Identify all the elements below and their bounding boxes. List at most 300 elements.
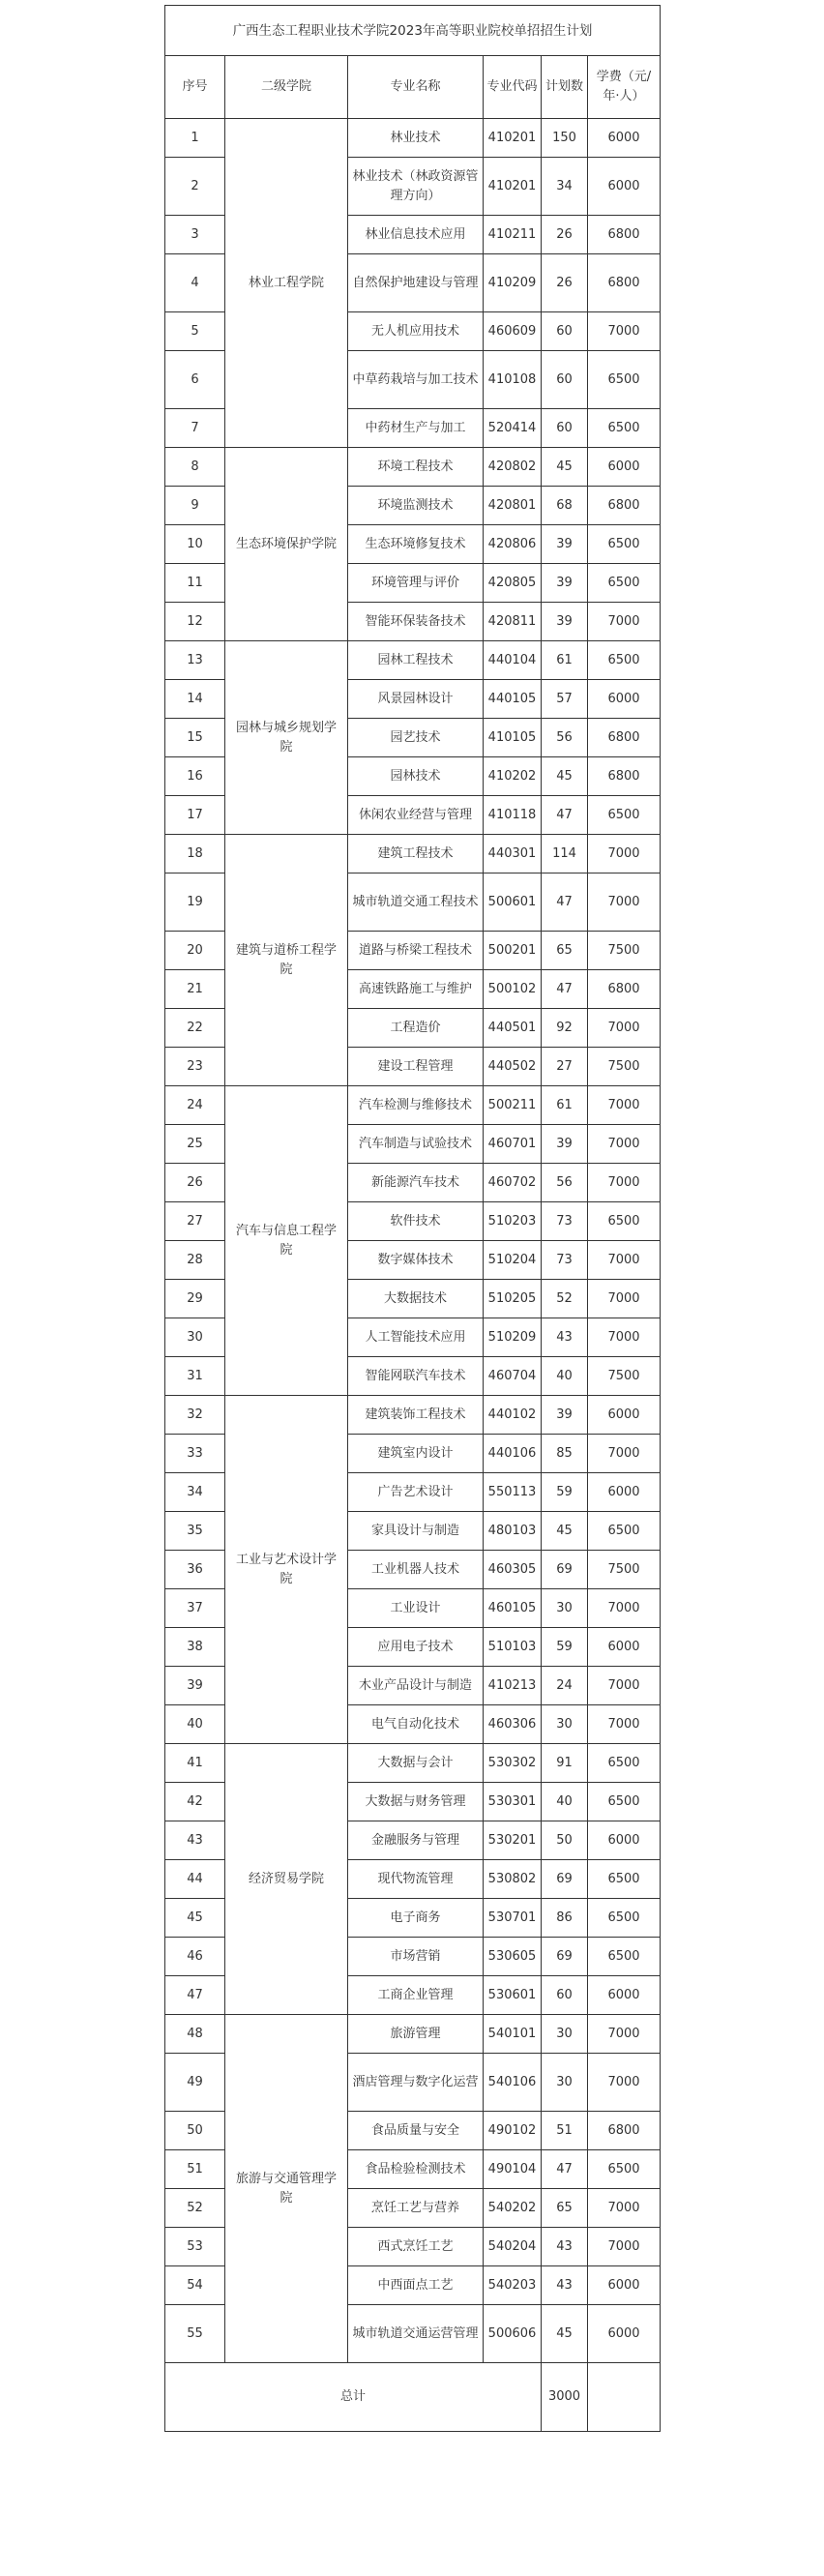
tuition-fee: 7000 (588, 312, 661, 351)
major-code: 500606 (484, 2305, 542, 2363)
college-name: 园林与城乡规划学院 (225, 641, 348, 835)
tuition-fee: 7500 (588, 1048, 661, 1086)
table-row (165, 119, 661, 158)
row-no: 51 (165, 2150, 225, 2189)
row-no: 50 (165, 2112, 225, 2150)
tuition-fee: 7000 (588, 1318, 661, 1357)
tuition-fee: 7500 (588, 1551, 661, 1589)
major-name: 园林工程技术 (348, 641, 484, 680)
tuition-fee: 6800 (588, 2112, 661, 2150)
major-code: 440502 (484, 1048, 542, 1086)
major-name: 广告艺术设计 (348, 1473, 484, 1512)
row-no: 3 (165, 216, 225, 254)
plan-count: 61 (542, 1086, 588, 1125)
plan-count: 65 (542, 2189, 588, 2228)
college-name: 建筑与道桥工程学院 (225, 835, 348, 1086)
major-code: 540204 (484, 2228, 542, 2266)
total-label: 总计 (165, 2363, 542, 2432)
major-name: 智能网联汽车技术 (348, 1357, 484, 1396)
major-code: 460306 (484, 1705, 542, 1744)
plan-count: 59 (542, 1628, 588, 1667)
table-row (165, 448, 661, 487)
major-name: 电子商务 (348, 1899, 484, 1938)
tuition-fee: 6800 (588, 970, 661, 1009)
tuition-fee: 6800 (588, 254, 661, 312)
row-no: 14 (165, 680, 225, 719)
plan-count: 39 (542, 603, 588, 641)
plan-count: 40 (542, 1783, 588, 1821)
plan-count: 47 (542, 873, 588, 932)
plan-count: 45 (542, 757, 588, 796)
college-name: 经济贸易学院 (225, 1744, 348, 2015)
plan-count: 30 (542, 1705, 588, 1744)
major-code: 420811 (484, 603, 542, 641)
major-code: 460702 (484, 1164, 542, 1202)
plan-count: 50 (542, 1821, 588, 1860)
tuition-fee: 7000 (588, 1705, 661, 1744)
row-no: 18 (165, 835, 225, 873)
row-no: 19 (165, 873, 225, 932)
tuition-fee: 6500 (588, 641, 661, 680)
plan-count: 56 (542, 1164, 588, 1202)
row-no: 54 (165, 2266, 225, 2305)
major-code: 410209 (484, 254, 542, 312)
row-no: 29 (165, 1280, 225, 1318)
row-no: 40 (165, 1705, 225, 1744)
major-name: 自然保护地建设与管理 (348, 254, 484, 312)
tuition-fee: 6000 (588, 1821, 661, 1860)
major-code: 410201 (484, 158, 542, 216)
tuition-fee: 6000 (588, 2266, 661, 2305)
row-no: 41 (165, 1744, 225, 1783)
tuition-fee: 6500 (588, 1512, 661, 1551)
row-no: 33 (165, 1435, 225, 1473)
major-name: 城市轨道交通运营管理 (348, 2305, 484, 2363)
plan-count: 34 (542, 158, 588, 216)
major-name: 建筑装饰工程技术 (348, 1396, 484, 1435)
tuition-fee: 6500 (588, 1783, 661, 1821)
tuition-fee: 6800 (588, 719, 661, 757)
row-no: 43 (165, 1821, 225, 1860)
row-no: 20 (165, 932, 225, 970)
plan-count: 85 (542, 1435, 588, 1473)
plan-count: 60 (542, 351, 588, 409)
college-name: 工业与艺术设计学院 (225, 1396, 348, 1744)
row-no: 42 (165, 1783, 225, 1821)
plan-count: 43 (542, 2266, 588, 2305)
major-code: 530201 (484, 1821, 542, 1860)
total-plan: 3000 (542, 2363, 588, 2432)
plan-count: 114 (542, 835, 588, 873)
row-no: 10 (165, 525, 225, 564)
plan-count: 92 (542, 1009, 588, 1048)
header-no: 序号 (165, 56, 225, 119)
row-no: 35 (165, 1512, 225, 1551)
row-no: 1 (165, 119, 225, 158)
plan-count: 27 (542, 1048, 588, 1086)
major-code: 510205 (484, 1280, 542, 1318)
major-code: 510203 (484, 1202, 542, 1241)
plan-count: 69 (542, 1551, 588, 1589)
row-no: 28 (165, 1241, 225, 1280)
major-code: 440105 (484, 680, 542, 719)
major-code: 420801 (484, 487, 542, 525)
plan-count: 69 (542, 1860, 588, 1899)
enrollment-plan-table (164, 5, 661, 2432)
major-name: 新能源汽车技术 (348, 1164, 484, 1202)
row-no: 2 (165, 158, 225, 216)
major-code: 410105 (484, 719, 542, 757)
tuition-fee: 7500 (588, 932, 661, 970)
plan-count: 52 (542, 1280, 588, 1318)
plan-count: 30 (542, 2054, 588, 2112)
table-row (165, 1396, 661, 1435)
plan-count: 91 (542, 1744, 588, 1783)
plan-count: 26 (542, 254, 588, 312)
major-code: 410118 (484, 796, 542, 835)
tuition-fee: 6500 (588, 351, 661, 409)
major-name: 工程造价 (348, 1009, 484, 1048)
major-code: 420805 (484, 564, 542, 603)
row-no: 21 (165, 970, 225, 1009)
tuition-fee: 6500 (588, 2150, 661, 2189)
major-name: 建筑工程技术 (348, 835, 484, 873)
major-code: 530601 (484, 1976, 542, 2015)
major-code: 490102 (484, 2112, 542, 2150)
major-name: 建筑室内设计 (348, 1435, 484, 1473)
tuition-fee: 7000 (588, 1589, 661, 1628)
major-name: 高速铁路施工与维护 (348, 970, 484, 1009)
major-code: 440106 (484, 1435, 542, 1473)
major-code: 540106 (484, 2054, 542, 2112)
row-no: 49 (165, 2054, 225, 2112)
total-fee (588, 2363, 661, 2432)
row-no: 7 (165, 409, 225, 448)
major-name: 智能环保装备技术 (348, 603, 484, 641)
plan-count: 39 (542, 1125, 588, 1164)
major-code: 410211 (484, 216, 542, 254)
row-no: 5 (165, 312, 225, 351)
major-name: 西式烹饪工艺 (348, 2228, 484, 2266)
row-no: 15 (165, 719, 225, 757)
header-plan: 计划数 (542, 56, 588, 119)
row-no: 37 (165, 1589, 225, 1628)
header-college: 二级学院 (225, 56, 348, 119)
header-row (165, 56, 661, 119)
tuition-fee: 7000 (588, 873, 661, 932)
tuition-fee: 6000 (588, 158, 661, 216)
college-name: 汽车与信息工程学院 (225, 1086, 348, 1396)
major-code: 440301 (484, 835, 542, 873)
major-code: 410108 (484, 351, 542, 409)
major-name: 大数据技术 (348, 1280, 484, 1318)
tuition-fee: 6000 (588, 1396, 661, 1435)
tuition-fee: 6000 (588, 2305, 661, 2363)
major-name: 城市轨道交通工程技术 (348, 873, 484, 932)
plan-count: 30 (542, 2015, 588, 2054)
college-name: 旅游与交通管理学院 (225, 2015, 348, 2363)
row-no: 45 (165, 1899, 225, 1938)
tuition-fee: 6500 (588, 1744, 661, 1783)
tuition-fee: 7000 (588, 1125, 661, 1164)
row-no: 46 (165, 1938, 225, 1976)
major-name: 烹饪工艺与营养 (348, 2189, 484, 2228)
plan-count: 45 (542, 448, 588, 487)
major-code: 530302 (484, 1744, 542, 1783)
plan-count: 43 (542, 2228, 588, 2266)
plan-count: 59 (542, 1473, 588, 1512)
plan-count: 40 (542, 1357, 588, 1396)
major-name: 木业产品设计与制造 (348, 1667, 484, 1705)
tuition-fee: 6000 (588, 1976, 661, 2015)
major-code: 530301 (484, 1783, 542, 1821)
major-code: 500201 (484, 932, 542, 970)
major-code: 540203 (484, 2266, 542, 2305)
major-name: 食品检验检测技术 (348, 2150, 484, 2189)
tuition-fee: 6000 (588, 119, 661, 158)
major-name: 应用电子技术 (348, 1628, 484, 1667)
major-name: 酒店管理与数字化运营 (348, 2054, 484, 2112)
tuition-fee: 7000 (588, 1435, 661, 1473)
tuition-fee: 7000 (588, 2189, 661, 2228)
plan-count: 73 (542, 1202, 588, 1241)
major-name: 工商企业管理 (348, 1976, 484, 2015)
major-code: 510204 (484, 1241, 542, 1280)
row-no: 22 (165, 1009, 225, 1048)
college-name: 林业工程学院 (225, 119, 348, 448)
major-name: 汽车制造与试验技术 (348, 1125, 484, 1164)
tuition-fee: 6500 (588, 409, 661, 448)
major-name: 中药材生产与加工 (348, 409, 484, 448)
major-code: 440102 (484, 1396, 542, 1435)
row-no: 26 (165, 1164, 225, 1202)
major-code: 490104 (484, 2150, 542, 2189)
major-name: 旅游管理 (348, 2015, 484, 2054)
plan-count: 86 (542, 1899, 588, 1938)
plan-count: 56 (542, 719, 588, 757)
table-row (165, 2015, 661, 2054)
row-no: 55 (165, 2305, 225, 2363)
major-code: 480103 (484, 1512, 542, 1551)
major-name: 现代物流管理 (348, 1860, 484, 1899)
major-code: 410213 (484, 1667, 542, 1705)
plan-count: 39 (542, 564, 588, 603)
plan-count: 43 (542, 1318, 588, 1357)
major-name: 工业机器人技术 (348, 1551, 484, 1589)
major-name: 大数据与会计 (348, 1744, 484, 1783)
plan-count: 39 (542, 1396, 588, 1435)
plan-count: 26 (542, 216, 588, 254)
plan-count: 47 (542, 970, 588, 1009)
major-name: 工业设计 (348, 1589, 484, 1628)
plan-count: 73 (542, 1241, 588, 1280)
row-no: 12 (165, 603, 225, 641)
header-major: 专业名称 (348, 56, 484, 119)
row-no: 38 (165, 1628, 225, 1667)
row-no: 47 (165, 1976, 225, 2015)
major-name: 大数据与财务管理 (348, 1783, 484, 1821)
total-row (165, 2363, 661, 2432)
table-body (165, 6, 661, 2432)
row-no: 52 (165, 2189, 225, 2228)
major-code: 500601 (484, 873, 542, 932)
row-no: 13 (165, 641, 225, 680)
major-code: 540101 (484, 2015, 542, 2054)
tuition-fee: 6800 (588, 216, 661, 254)
row-no: 4 (165, 254, 225, 312)
tuition-fee: 6500 (588, 1860, 661, 1899)
plan-count: 47 (542, 796, 588, 835)
row-no: 32 (165, 1396, 225, 1435)
major-code: 410201 (484, 119, 542, 158)
major-name: 市场营销 (348, 1938, 484, 1976)
major-name: 环境监测技术 (348, 487, 484, 525)
major-code: 460305 (484, 1551, 542, 1589)
tuition-fee: 6000 (588, 1628, 661, 1667)
major-name: 休闲农业经营与管理 (348, 796, 484, 835)
row-no: 53 (165, 2228, 225, 2266)
major-code: 410202 (484, 757, 542, 796)
major-code: 540202 (484, 2189, 542, 2228)
tuition-fee: 6500 (588, 1938, 661, 1976)
row-no: 16 (165, 757, 225, 796)
table-row (165, 1086, 661, 1125)
tuition-fee: 6000 (588, 448, 661, 487)
major-name: 无人机应用技术 (348, 312, 484, 351)
tuition-fee: 7000 (588, 1164, 661, 1202)
major-code: 440501 (484, 1009, 542, 1048)
major-code: 440104 (484, 641, 542, 680)
tuition-fee: 7000 (588, 1280, 661, 1318)
major-code: 500211 (484, 1086, 542, 1125)
major-name: 林业技术（林政资源管理方向） (348, 158, 484, 216)
tuition-fee: 6500 (588, 564, 661, 603)
plan-count: 60 (542, 1976, 588, 2015)
table-row (165, 835, 661, 873)
major-name: 环境管理与评价 (348, 564, 484, 603)
major-name: 数字媒体技术 (348, 1241, 484, 1280)
major-name: 金融服务与管理 (348, 1821, 484, 1860)
major-name: 软件技术 (348, 1202, 484, 1241)
tuition-fee: 7500 (588, 1357, 661, 1396)
major-name: 园艺技术 (348, 719, 484, 757)
major-name: 食品质量与安全 (348, 2112, 484, 2150)
row-no: 17 (165, 796, 225, 835)
row-no: 39 (165, 1667, 225, 1705)
row-no: 31 (165, 1357, 225, 1396)
row-no: 36 (165, 1551, 225, 1589)
tuition-fee: 7000 (588, 835, 661, 873)
row-no: 34 (165, 1473, 225, 1512)
row-no: 25 (165, 1125, 225, 1164)
major-name: 林业信息技术应用 (348, 216, 484, 254)
major-name: 人工智能技术应用 (348, 1318, 484, 1357)
major-code: 460701 (484, 1125, 542, 1164)
plan-count: 60 (542, 409, 588, 448)
tuition-fee: 7000 (588, 2228, 661, 2266)
plan-count: 51 (542, 2112, 588, 2150)
row-no: 48 (165, 2015, 225, 2054)
major-name: 汽车检测与维修技术 (348, 1086, 484, 1125)
major-code: 460704 (484, 1357, 542, 1396)
major-name: 风景园林设计 (348, 680, 484, 719)
tuition-fee: 6000 (588, 1473, 661, 1512)
row-no: 44 (165, 1860, 225, 1899)
tuition-fee: 7000 (588, 1667, 661, 1705)
plan-count: 57 (542, 680, 588, 719)
major-name: 电气自动化技术 (348, 1705, 484, 1744)
plan-count: 150 (542, 119, 588, 158)
header-fee: 学费（元/年·人） (588, 56, 661, 119)
tuition-fee: 7000 (588, 2015, 661, 2054)
major-code: 460105 (484, 1589, 542, 1628)
major-name: 中草药栽培与加工技术 (348, 351, 484, 409)
row-no: 23 (165, 1048, 225, 1086)
major-code: 520414 (484, 409, 542, 448)
tuition-fee: 6800 (588, 757, 661, 796)
plan-count: 60 (542, 312, 588, 351)
major-name: 园林技术 (348, 757, 484, 796)
major-name: 生态环境修复技术 (348, 525, 484, 564)
tuition-fee: 7000 (588, 1009, 661, 1048)
plan-count: 69 (542, 1938, 588, 1976)
row-no: 27 (165, 1202, 225, 1241)
major-code: 460609 (484, 312, 542, 351)
tuition-fee: 6500 (588, 1899, 661, 1938)
plan-count: 30 (542, 1589, 588, 1628)
tuition-fee: 7000 (588, 2054, 661, 2112)
major-code: 510103 (484, 1628, 542, 1667)
enrollment-sheet (164, 5, 661, 2432)
row-no: 11 (165, 564, 225, 603)
row-no: 8 (165, 448, 225, 487)
major-name: 环境工程技术 (348, 448, 484, 487)
college-name: 生态环境保护学院 (225, 448, 348, 641)
row-no: 6 (165, 351, 225, 409)
tuition-fee: 6500 (588, 525, 661, 564)
plan-count: 65 (542, 932, 588, 970)
plan-count: 61 (542, 641, 588, 680)
plan-count: 24 (542, 1667, 588, 1705)
major-name: 林业技术 (348, 119, 484, 158)
tuition-fee: 7000 (588, 1086, 661, 1125)
major-code: 500102 (484, 970, 542, 1009)
table-row (165, 1744, 661, 1783)
title-row (165, 6, 661, 56)
major-code: 530701 (484, 1899, 542, 1938)
major-name: 中西面点工艺 (348, 2266, 484, 2305)
header-code: 专业代码 (484, 56, 542, 119)
major-name: 建设工程管理 (348, 1048, 484, 1086)
tuition-fee: 7000 (588, 603, 661, 641)
tuition-fee: 6800 (588, 487, 661, 525)
row-no: 30 (165, 1318, 225, 1357)
major-code: 550113 (484, 1473, 542, 1512)
major-code: 420802 (484, 448, 542, 487)
tuition-fee: 7000 (588, 1241, 661, 1280)
table-row (165, 641, 661, 680)
plan-count: 47 (542, 2150, 588, 2189)
major-code: 420806 (484, 525, 542, 564)
table-title: 广西生态工程职业技术学院2023年高等职业院校单招招生计划 (165, 6, 661, 56)
tuition-fee: 6000 (588, 680, 661, 719)
tuition-fee: 6500 (588, 1202, 661, 1241)
plan-count: 45 (542, 1512, 588, 1551)
tuition-fee: 6500 (588, 796, 661, 835)
major-code: 530802 (484, 1860, 542, 1899)
plan-count: 68 (542, 487, 588, 525)
major-code: 530605 (484, 1938, 542, 1976)
